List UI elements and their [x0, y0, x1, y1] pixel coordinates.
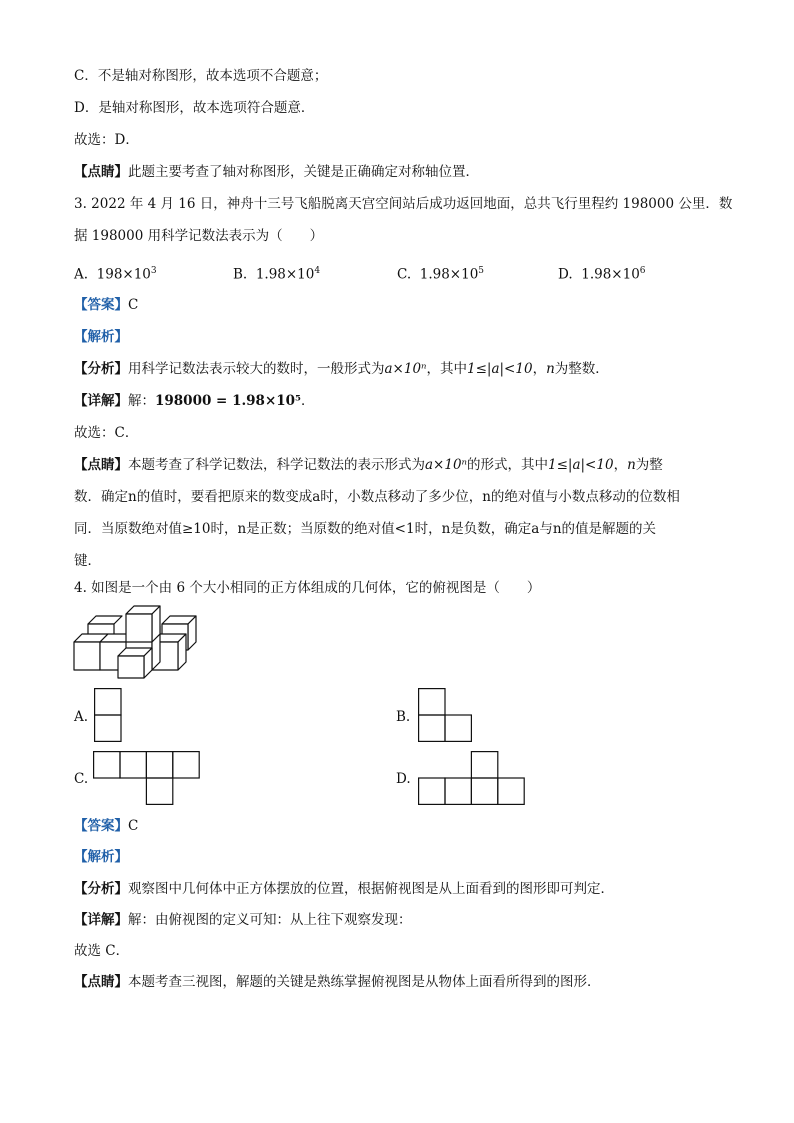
- prev-choice: 故选：D．: [74, 132, 139, 148]
- q3-comment-line-2: 数．确定n的值时，要看把原来的数变成a时，小数点移动了多少位，n的绝对值与小数点移动的位数相: [74, 489, 680, 505]
- q4-comment: 【点睛】本题考查三视图，解题的关键是熟练掌握俯视图是从物体上面看所得到的图形．: [74, 974, 601, 990]
- q4-detail: 【详解】解：由俯视图的定义可知：从上往下观察发现：: [74, 912, 412, 928]
- q4-option-c-label: C.: [74, 771, 89, 787]
- prev-option-d-explanation: D．是轴对称图形，故本选项符合题意．: [74, 100, 315, 116]
- cube-top: [126, 606, 160, 642]
- q3-comment-line-1: 【点睛】本题考查了科学记数法，科学记数法的表示形式为a×10ⁿ的形式，其中1≤|a|<10，n为整: [74, 457, 663, 473]
- q4-answer: 【答案】C: [74, 818, 139, 834]
- comment-tag: 【点睛】: [74, 164, 128, 180]
- q3-answer: [74, 295, 138, 315]
- q4-stem: 4. 如图是一个由 6 个大小相同的正方体组成的几何体，它的俯视图是（ ）: [74, 580, 541, 596]
- prev-option-c-explanation: C．不是轴对称图形，故本选项不合题意；: [74, 68, 328, 84]
- q4-option-d-label: D.: [396, 771, 411, 787]
- q4-analysis-heading: 【解析】: [74, 849, 128, 865]
- q3-option-c: C. $1.98\times 10^5$: [397, 266, 485, 283]
- answer-value: C: [128, 297, 139, 313]
- q3-stem-line-2: 据 198000 用科学记数法表示为（ ）: [74, 228, 324, 244]
- q4-option-a-figure: [94, 688, 122, 742]
- q4-option-b-label: B.: [396, 709, 411, 725]
- answer-tag: 【答案】: [74, 297, 128, 313]
- q3-analysis-heading: 【解析】: [74, 329, 128, 345]
- q4-choice: 故选 C．: [74, 943, 130, 959]
- prev-comment: [74, 162, 479, 182]
- q3-stem-line-1: 3. 2022 年 4 月 16 日，神舟十三号飞船脱离天宫空间站后成功返回地面，总共飞行里程约 198000 公里．数: [74, 196, 733, 212]
- q4-option-b-figure: [418, 688, 473, 742]
- q4-option-c-figure: [93, 751, 201, 805]
- q4-option-d-figure: [418, 751, 526, 805]
- q3-option-a: A. $198\times 10^3$: [74, 266, 157, 283]
- q3-choice: 故选：C．: [74, 425, 139, 441]
- cube-front-protruding: [118, 648, 152, 678]
- q4-option-a-label: A.: [74, 709, 89, 725]
- comment-text: 此题主要考查了轴对称图形，关键是正确确定对称轴位置．: [128, 164, 479, 180]
- q3-option-d: D. $1.98\times 10^6$: [558, 266, 646, 283]
- cube-solid-figure: [70, 604, 200, 680]
- q3-option-b: B. $1.98\times 10^4$: [233, 266, 321, 283]
- q3-detail: 【详解】解：198000 = 1.98×10⁵．: [74, 393, 315, 409]
- q4-fenxi: 【分析】观察图中几何体中正方体摆放的位置，根据俯视图是从上面看到的图形即可判定．: [74, 881, 614, 897]
- q3-comment-line-4: 键．: [74, 553, 101, 569]
- q3-comment-line-3: 同．当原数绝对值≥10时，n是正数；当原数的绝对值<1时，n是负数，确定a与n的值是解题的关: [74, 521, 657, 537]
- q3-fenxi: 【分析】用科学记数法表示较大的数时，一般形式为a×10ⁿ，其中1≤|a|<10，n为整数．: [74, 361, 609, 377]
